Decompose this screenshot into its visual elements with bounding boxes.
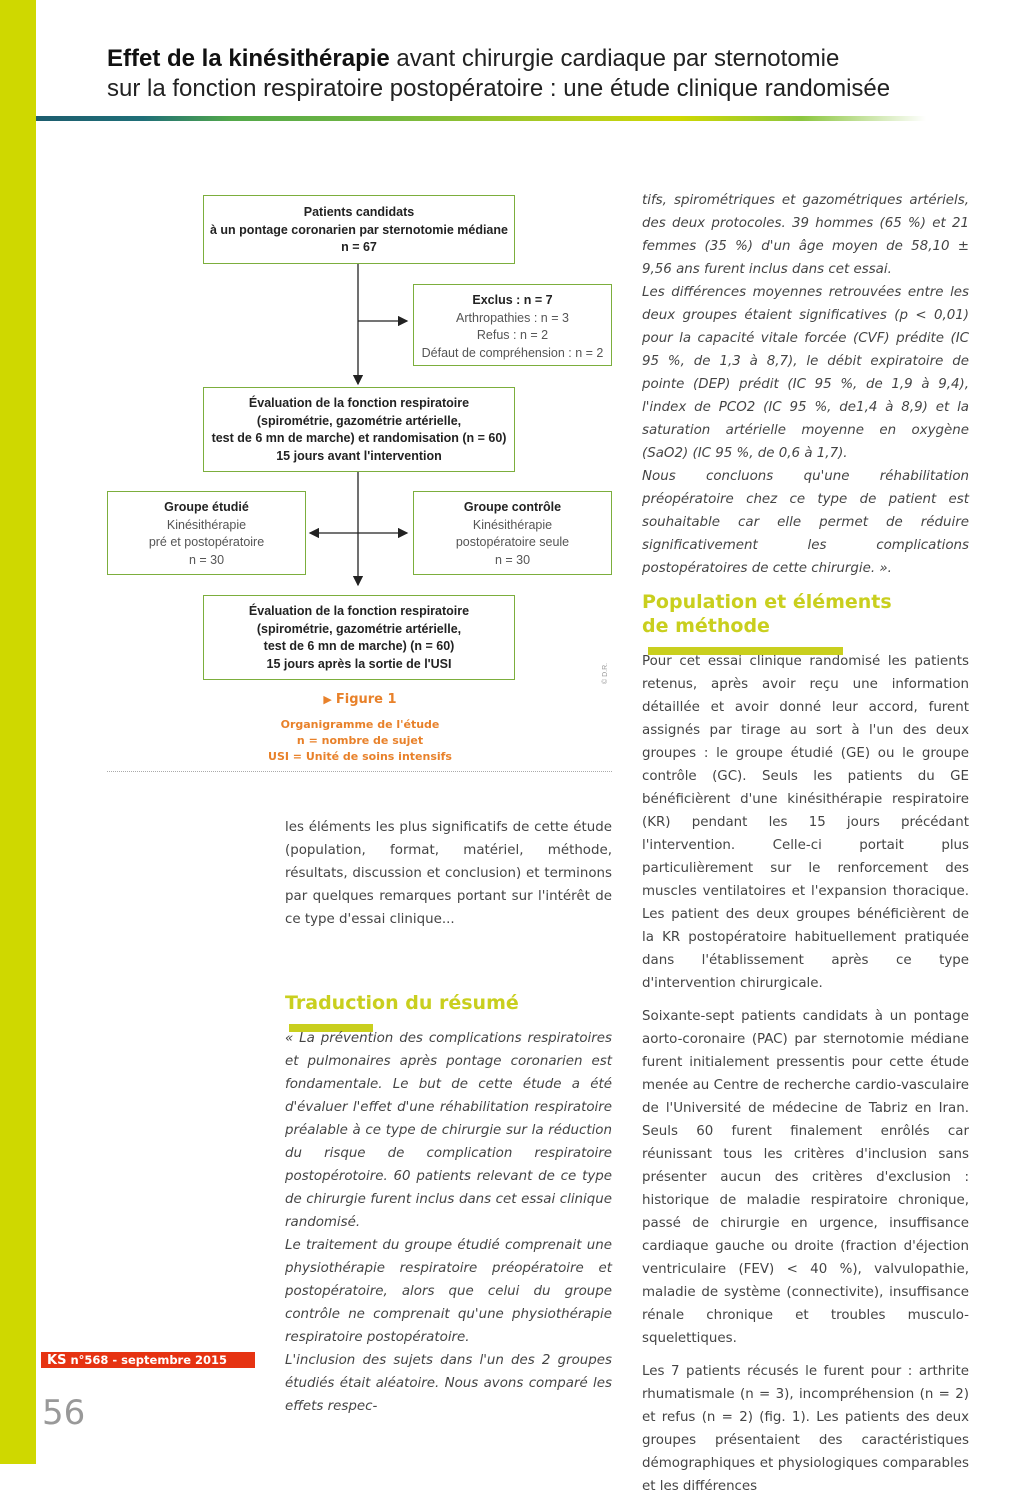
box-line: à un pontage coronarien par sternotomie médiane — [210, 222, 508, 237]
box-line: n = 67 — [341, 240, 377, 254]
paragraph: Soixante-sept patients candidats à un pontage aorto-coronaire (PAC) par sternotomie médiane furent initialement pressentis pour cette étude menée au Centre de recherche cardio-vasculaire de l'Université de médecine de Tabriz en Iran. Seuls 60 furent finalement enrôlés car réunissant tous les critères d'inclusion sans présenter aucun des critères d'exclusion : historique de maladie respiratoire chronique, passé de chirurgie en urgence, insuffisance cardiaque gauche ou droite (fraction d'éjection ventriculaire (FEV) < 40 %), valvulopathie, maladie de système (connectivite), insuffisance rénale chronique et troubles musculo-squelettiques. — [642, 1009, 969, 1346]
section-title-text: de méthode — [642, 615, 770, 637]
figure-label — [250, 692, 470, 707]
box-line: Kinésithérapie — [472, 517, 553, 532]
figure-caption — [250, 692, 470, 765]
box-line: Groupe étudié — [164, 500, 249, 514]
box-line: Groupe contrôle — [463, 500, 562, 514]
paragraph: « La prévention des complications respiratoires et pulmonaires après pontage coronarien est fondamentale. Le but de cette étude a été d'évaluer l'effet d'une réhabilitation respiratoire préalable à ce type de chirurgie sur la réduction du risque de complication respiratoire postopérotoire. 60 patients relevant de ce type de chirurgie furent inclus dans cet essai clinique randomisé. — [285, 1031, 612, 1230]
title-rest: avant chirurgie cardiaque par sternotomie — [389, 45, 840, 72]
right-column-body — [642, 650, 969, 1508]
box-line: test de 6 mn de marche) (n = 60) — [263, 639, 455, 653]
paragraph: Les 7 patients récusés le furent pour : arthrite rhumatismale (n = 3), incompréhension (n = 2) et refus (n = 2) (fig. 1). Les patients des deux groupes présentaient des caractéristiques démographiques et physiologiques comparables et les différences — [642, 1364, 969, 1494]
dotted-divider — [107, 771, 612, 772]
paragraph: L'inclusion des sujets dans l'un des 2 groupes étudiés était aléatoire. Nous avons comparé les effets respec- — [285, 1353, 612, 1414]
paragraph: Nous concluons qu'une réhabilitation préopératoire chez ce type de patient est souhaitable car elle permet de réduire significativement les complications postopératoires de cette chirurgie. ». — [642, 469, 969, 576]
paragraph: Pour cet essai clinique randomisé les patients retenus, après avoir reçu une information détaillée et avoir donné leur accord, furent assignés par tirage au sort à l'un des deux groupes : le groupe étudié (GE) ou le groupe contrôle (GC). Seuls les patients du GE bénéficièrent d'une kinésithérapie respiratoire (KR) pendant les 15 jours précédant l'intervention. Celle-ci portait plus particulièrement sur le renforcement des muscles ventilatoires et l'expansion thoracique. Les patient des deux groupes bénéficièrent de la KR postopératoire habituellement pratiquée dans l'établissement après ce type d'intervention chirurgicale. — [642, 654, 969, 991]
box-line: pré et postopératoire — [148, 535, 265, 549]
box-line: 15 jours après la sortie de l'USI — [266, 656, 452, 671]
paragraph: tifs, spirométriques et gazométriques artériels, des deux protocoles. 39 hommes (65 %) et 21 femmes (35 %) d'un âge moyen de 58,10 ± 9,56 ans furent inclus dans cet essai. — [642, 193, 969, 277]
right-column-abstract — [642, 189, 969, 580]
box-line: (spirométrie, gazométrie artérielle, — [256, 621, 462, 636]
journal-footer-banner — [41, 1352, 255, 1368]
box-line: Patients candidats — [303, 205, 415, 219]
title-line2: sur la fonction respiratoire postopératoire : une étude clinique randomisée — [107, 75, 891, 102]
flow-box-control-group — [413, 491, 612, 575]
flow-box-evaluation-before — [203, 387, 515, 472]
flow-box-evaluation-after — [203, 595, 515, 680]
triangle-icon: ▶ — [323, 693, 332, 706]
journal-name: KS — [47, 1353, 67, 1368]
box-line: Défaut de compréhension : n = 2 — [421, 345, 604, 360]
box-line: test de 6 mn de marche) et randomisation (n = 60) — [211, 431, 507, 445]
box-line: Refus : n = 2 — [476, 328, 549, 342]
box-line: postopératoire seule — [455, 535, 570, 549]
section-title-text: Traduction du résumé — [285, 992, 519, 1014]
journal-issue: n°568 - septembre 2015 — [66, 1353, 228, 1367]
figure-label-text: Figure 1 — [335, 692, 397, 707]
flow-box-excluded — [413, 284, 612, 366]
box-line: n = 30 — [494, 552, 531, 567]
box-line: Exclus : n = 7 — [472, 293, 553, 307]
box-line: 15 jours avant l'intervention — [276, 448, 442, 463]
paragraph: Les différences moyennes retrouvées entre les deux groupes étaient significatives (p < 0,01) pour la capacité vitale forcée (CVF) prédite (IC 95 %, de 1,3 à 8,7), le débit expiratoire de pointe (DEP) prédit (IC 95 %, de 1,9 à 9,4), l'index de PCO2 (IC 95 %, de1,4 à 8,9) et la saturation artérielle moyenne en oxygène (SaO2) (IC 95 %, de 0,6 à 1,7). — [642, 285, 969, 461]
flow-box-candidates — [203, 195, 515, 264]
flow-box-study-group — [107, 491, 306, 575]
caption-line: Organigramme de l'étude — [280, 718, 440, 731]
left-column-intro — [285, 816, 612, 941]
caption-line: n = nombre de sujet — [296, 734, 424, 747]
box-line: n = 30 — [188, 552, 225, 567]
box-line: Évaluation de la fonction respiratoire — [248, 604, 470, 618]
title-bold: Effet de la kinésithérapie — [107, 45, 390, 72]
page-number: 56 — [42, 1393, 86, 1433]
section-title-text: Population et éléments — [642, 591, 892, 613]
paragraph: Le traitement du groupe étudié comprenait une physiothérapie respiratoire préopératoire et postopératoire, alors que celui du groupe contrôle ne comprenait qu'une physiothérapie respiratoire postopératoire. — [285, 1238, 612, 1345]
photo-credit: © D.R. — [602, 662, 609, 684]
caption-line: USI = Unité de soins intensifs — [268, 750, 452, 763]
box-line: Kinésithérapie — [166, 517, 247, 532]
box-line: Arthropathies : n = 3 — [456, 310, 569, 325]
paragraph: les éléments les plus significatifs de cette étude (population, format, matériel, méthode, résultats, discussion et conclusion) et terminons par quelques remarques portant sur l'intérêt de ce type d'essai clinique... — [285, 820, 612, 927]
left-column-abstract — [285, 1027, 612, 1418]
box-line: Évaluation de la fonction respiratoire — [248, 396, 470, 410]
box-line: (spirométrie, gazométrie artérielle, — [256, 413, 462, 428]
